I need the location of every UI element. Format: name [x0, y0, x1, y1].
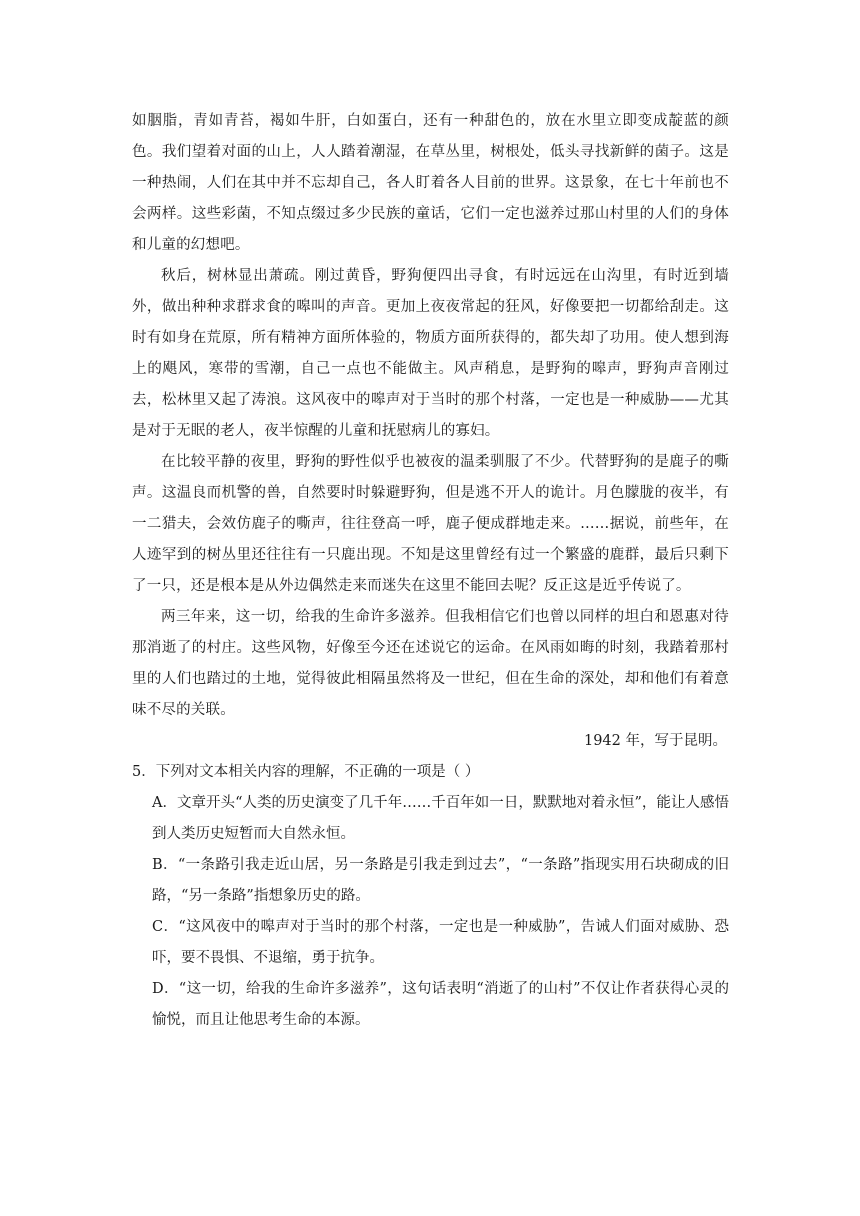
passage-signature: 1942 年，写于昆明。: [583, 733, 727, 749]
question-option-d: D．“这一切，给我的生命许多滋养”，这句话表明“消逝了的山村”不仅让作者获得心灵的愉悦，而且让他思考生命的本源。: [152, 981, 729, 1028]
question-stem: 5．下列对文本相关内容的理解，不正确的一项是（ ）: [132, 764, 480, 780]
question-option-c: C．“这风夜中的嗥声对于当时的那个村落，一定也是一种威胁”，告诫人们面对威胁、恐吓，要不畏惧、不退缩，勇于抗争。: [152, 919, 729, 966]
passage-paragraph-4: 两三年来，这一切，给我的生命许多滋养。但我相信它们也曾以同样的坦白和恩惠对待那消逝了的村庄。这些风物，好像至今还在述说它的运命。在风雨如晦的时刻，我踏着那村里的人们也踏过的土地，觉得彼此相隔虽然将及一世纪，但在生命的深处，却和他们有着意味不尽的关联。: [132, 609, 729, 718]
passage-paragraph-3: 在比较平静的夜里，野狗的野性似乎也被夜的温柔驯服了不少。代替野狗的是鹿子的嘶声。这温良而机警的兽，自然要时时躲避野狗，但是逃不开人的诡计。月色朦胧的夜半，有一二猎夫，会效仿鹿子的嘶声，往往登高一呼，鹿子便成群地走来。……据说，前些年，在人迹罕到的树丛里还往往有一只鹿出现。不知是这里曾经有过一个繁盛的鹿群，最后只剩下了一只，还是根本是从外边偶然走来而迷失在这里不能回去呢？反正这是近乎传说了。: [132, 454, 729, 594]
question-option-a: A．文章开头“人类的历史演变了几千年……千百年如一日，默默地对着永恒”，能让人感悟到人类历史短暂而大自然永恒。: [152, 795, 729, 842]
passage-paragraph-1: 如胭脂，青如青苔，褐如牛肝，白如蛋白，还有一种甜色的，放在水里立即变成靛蓝的颜色。我们望着对面的山上，人人踏着潮湿，在草丛里，树根处，低头寻找新鲜的菌子。这是一种热闹，人们在其中并不忘却自己，各人盯着各人目前的世界。这景象，在七十年前也不会两样。这些彩菌，不知点缀过多少民族的童话，它们一定也滋养过那山村里的人们的身体和儿童的幻想吧。: [132, 113, 729, 253]
passage-paragraph-2: 秋后，树林显出萧疏。刚过黄昏，野狗便四出寻食，有时远远在山沟里，有时近到墙外，做出种种求群求食的嗥叫的声音。更加上夜夜常起的狂风，好像要把一切都给刮走。这时有如身在荒原，所有精神方面所体验的，物质方面所获得的，都失却了功用。使人想到海上的飓风，寒带的雪潮，自己一点也不能做主。风声稍息，是野狗的嗥声，野狗声音刚过去，松林里又起了涛浪。这风夜中的嗥声对于当时的那个村落，一定也是一种威胁——尤其是对于无眠的老人，夜半惊醒的儿童和抚慰病儿的寡妇。: [132, 268, 729, 439]
question-option-b: B．“一条路引我走近山居，另一条路是引我走到过去”，“一条路”指现实用石块砌成的旧路，“另一条路”指想象历史的路。: [152, 857, 729, 904]
document-page: [132, 106, 729, 1036]
